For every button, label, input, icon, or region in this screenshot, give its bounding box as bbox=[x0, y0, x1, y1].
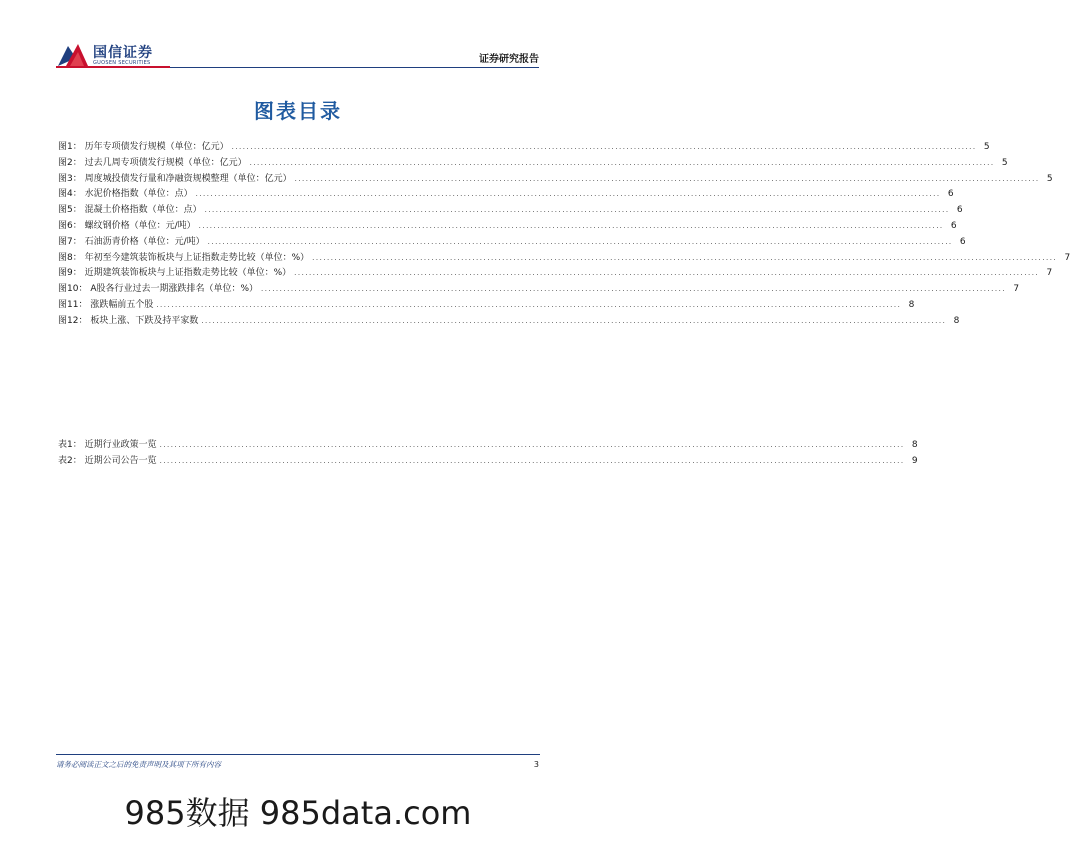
figure-label: 图3： 周度城投债发行量和净融资规模整理（单位：亿元） bbox=[58, 173, 292, 184]
figure-page: 7 bbox=[1013, 284, 1020, 295]
figure-page: 7 bbox=[1064, 252, 1070, 263]
figure-page: 8 bbox=[953, 315, 960, 326]
table-page: 9 bbox=[911, 455, 918, 466]
logo-text-cn: 国信证券 bbox=[93, 45, 153, 61]
figure-entry[interactable] bbox=[58, 155, 1008, 171]
figure-entry[interactable] bbox=[58, 202, 963, 218]
watermark-text: 985数据 985data.com bbox=[124, 794, 472, 832]
figure-label: 图6： 螺纹钢价格（单位：元/吨） bbox=[58, 220, 196, 231]
leader-dots: ........................................................................................................................................................................................................ bbox=[201, 316, 947, 325]
figure-label: 图11： 涨跌幅前五个股 bbox=[58, 299, 154, 310]
logo-text-en: GUOSEN SECURITIES bbox=[93, 60, 151, 66]
leader-dots: ........................................................................................................................................................................................................ bbox=[159, 456, 905, 465]
leader-dots: ........................................................................................................................................................................................................ bbox=[156, 300, 902, 309]
leader-dots: ........................................................................................................................................................................................................ bbox=[231, 143, 977, 151]
leader-dots: ........................................................................................................................................................................................................ bbox=[294, 174, 1040, 183]
figure-label: 图10： A股各行业过去一期涨跌排名（单位：%） bbox=[58, 284, 259, 295]
figure-label: 图7： 石油沥青价格（单位：元/吨） bbox=[58, 236, 205, 247]
figure-entry[interactable] bbox=[58, 297, 915, 313]
figure-entry[interactable] bbox=[58, 218, 957, 234]
table-entry[interactable] bbox=[58, 437, 918, 453]
figure-label: 图5： 混凝土价格指数（单位：点） bbox=[58, 205, 202, 216]
figure-label: 图8： 年初至今建筑装饰板块与上证指数走势比较（单位：%） bbox=[58, 252, 310, 263]
figure-label: 图12： 板块上涨、下跌及持平家数 bbox=[58, 315, 199, 326]
figure-entry[interactable] bbox=[58, 281, 1020, 297]
figure-page: 8 bbox=[908, 299, 915, 310]
figure-page: 5 bbox=[1046, 173, 1053, 184]
figure-label: 图2： 过去几周专项债发行规模（单位：亿元） bbox=[58, 157, 247, 168]
table-entry[interactable] bbox=[58, 453, 918, 469]
table-list bbox=[58, 437, 918, 469]
page-title: 图表目录 bbox=[254, 99, 342, 123]
figure-entry[interactable] bbox=[58, 234, 966, 250]
leader-dots: ........................................................................................................................................................................................................ bbox=[198, 221, 944, 230]
figure-entry[interactable] bbox=[58, 139, 990, 155]
leader-dots: ........................................................................................................................................................................................................ bbox=[294, 269, 1040, 278]
leader-dots: ........................................................................................................................................................................................................ bbox=[249, 158, 995, 167]
figure-page: 5 bbox=[983, 142, 990, 152]
figure-page: 6 bbox=[959, 236, 966, 247]
leader-dots: ........................................................................................................................................................................................................ bbox=[195, 190, 941, 199]
leader-dots: ........................................................................................................................................................................................................ bbox=[207, 237, 953, 246]
page-number: 3 bbox=[533, 760, 539, 769]
footer-rule bbox=[56, 754, 540, 755]
header-rule-blue bbox=[170, 67, 539, 68]
figure-entry[interactable] bbox=[58, 186, 954, 202]
figure-page: 6 bbox=[947, 189, 954, 200]
figure-label: 图4： 水泥价格指数（单位：点） bbox=[58, 189, 193, 200]
guosen-logo-icon bbox=[56, 40, 90, 68]
leader-dots: ........................................................................................................................................................................................................ bbox=[204, 206, 950, 215]
figure-entry[interactable] bbox=[58, 313, 960, 329]
header-rule-red bbox=[56, 66, 170, 68]
figure-entry[interactable] bbox=[58, 171, 1053, 187]
figure-list bbox=[58, 139, 1070, 329]
leader-dots: ........................................................................................................................................................................................................ bbox=[261, 285, 1007, 294]
page-header bbox=[0, 0, 596, 72]
disclaimer-note: 请务必阅读正文之后的免责声明及其项下所有内容 bbox=[56, 760, 221, 769]
figure-page: 6 bbox=[950, 220, 957, 231]
figure-page: 5 bbox=[1001, 157, 1008, 168]
table-label: 表1： 近期行业政策一览 bbox=[58, 440, 157, 450]
report-type-label: 证券研究报告 bbox=[479, 54, 539, 65]
table-label: 表2： 近期公司公告一览 bbox=[58, 455, 157, 466]
figure-entry[interactable] bbox=[58, 265, 1053, 281]
table-page: 8 bbox=[911, 440, 918, 450]
figure-label: 图1： 历年专项债发行规模（单位：亿元） bbox=[58, 142, 229, 152]
figure-entry[interactable] bbox=[58, 250, 1070, 266]
figure-label: 图9： 近期建筑装饰板块与上证指数走势比较（单位：%） bbox=[58, 268, 292, 279]
figure-page: 7 bbox=[1046, 268, 1053, 279]
figure-page: 6 bbox=[956, 205, 963, 216]
leader-dots: ........................................................................................................................................................................................................ bbox=[159, 441, 905, 449]
leader-dots: ........................................................................................................................................................................................................ bbox=[312, 253, 1058, 262]
